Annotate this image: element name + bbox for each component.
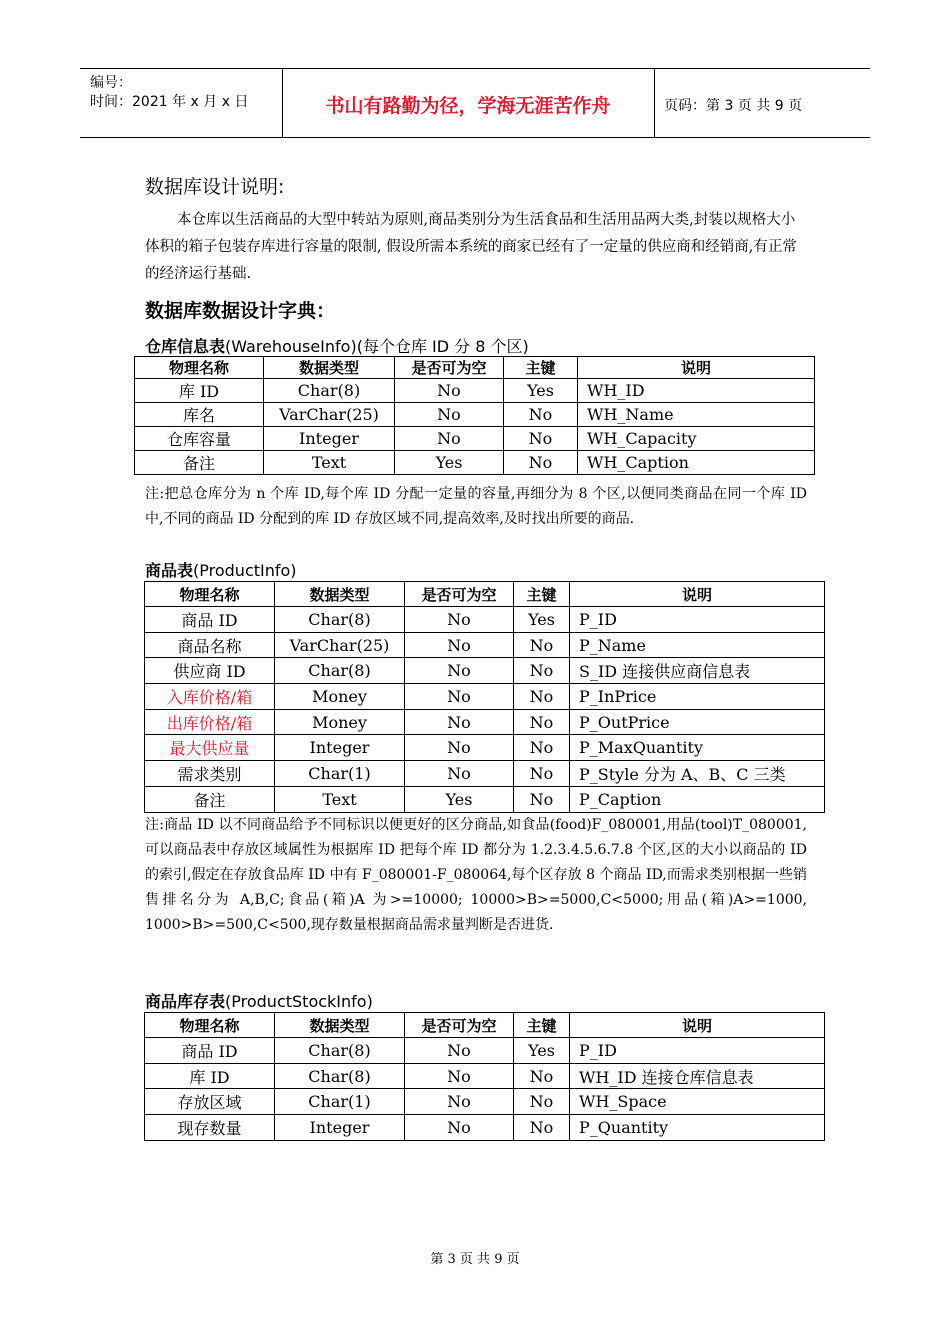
- table-row: [145, 1038, 825, 1064]
- table-cell: S_ID 连接供应商信息表: [570, 658, 825, 684]
- column-header: 主键: [514, 1013, 570, 1038]
- column-header: 是否可为空: [395, 357, 504, 379]
- warehouse-table-caption: [145, 334, 529, 357]
- table-cell: VarChar(25): [275, 632, 405, 658]
- table-cell: 需求类别: [145, 761, 275, 787]
- table-cell: P_Name: [570, 632, 825, 658]
- table-cell: No: [514, 786, 570, 812]
- table-cell: Char(8): [264, 379, 395, 403]
- table-body: [135, 379, 815, 475]
- stock-table-caption: [145, 989, 373, 1012]
- header-row: [135, 357, 815, 379]
- table-row: [145, 632, 825, 658]
- table-cell: P_ID: [570, 1038, 825, 1064]
- column-header: 数据类型: [275, 1013, 405, 1038]
- table-body: [145, 607, 825, 813]
- table-header: [135, 357, 815, 379]
- stock-caption-name: 商品库存表: [145, 992, 226, 1011]
- column-header: 是否可为空: [405, 1013, 514, 1038]
- table-cell: 出库价格/箱: [145, 709, 275, 735]
- document-title: 数据库设计说明:: [145, 176, 285, 198]
- table-cell: Text: [275, 786, 405, 812]
- table-cell: 商品 ID: [145, 1038, 275, 1064]
- table-cell: Yes: [405, 786, 514, 812]
- header-meta-cell: [80, 69, 283, 137]
- column-header: 说明: [578, 357, 815, 379]
- table-cell: No: [514, 658, 570, 684]
- header-date: 时间：2021 年 x 月 x 日: [90, 94, 249, 110]
- table-cell: No: [504, 451, 578, 475]
- table-cell: WH_Name: [578, 403, 815, 427]
- table-cell: No: [514, 735, 570, 761]
- column-header: 是否可为空: [405, 582, 514, 607]
- table-cell: Integer: [275, 735, 405, 761]
- table-cell: No: [504, 403, 578, 427]
- table-row: [135, 427, 815, 451]
- table-row: [145, 786, 825, 812]
- column-header: 数据类型: [264, 357, 395, 379]
- table-cell: No: [395, 427, 504, 451]
- table-cell: Char(8): [275, 1063, 405, 1089]
- column-header: 主键: [514, 582, 570, 607]
- table-cell: Char(1): [275, 1089, 405, 1115]
- table-cell: P_Style 分为 A、B、C 三类: [570, 761, 825, 787]
- table-row: [135, 379, 815, 403]
- table-cell: Money: [275, 684, 405, 710]
- table-cell: No: [405, 761, 514, 787]
- table-cell: Money: [275, 709, 405, 735]
- column-header: 数据类型: [275, 582, 405, 607]
- table-cell: 库 ID: [145, 1063, 275, 1089]
- table-cell: No: [405, 1063, 514, 1089]
- table-cell: 仓库容量: [135, 427, 264, 451]
- table-row: [145, 1115, 825, 1141]
- table-cell: No: [405, 684, 514, 710]
- header-page-cell: [654, 69, 870, 137]
- table-cell: No: [405, 709, 514, 735]
- table-cell: No: [395, 403, 504, 427]
- table-row: [145, 684, 825, 710]
- product-note: 注:商品 ID 以不同商品给予不同标识以便更好的区分商品,如食品(food)F_080001,用品(tool)T_080001,可以商品表中存放区域属性为根据库 ID 把每个库 ID 都分为 1.2.3.4.5.6.7.8 个区,区的大小以商品的 ID 的索引,假定在存放食品库 ID 中有 F_080001-F_080064,每个区存放 8 个商品 ID,而需求类别根据一些销售排名分为 A,B,C;食品(箱)A 为>=10000; 10000>B>=5000,C<5000;用品(箱)A>=1000, 1000>B>=500,C<500,现存数量根据商品需求量判断是否进货.: [145, 817, 807, 933]
- table-cell: No: [514, 1063, 570, 1089]
- table-cell: P_Caption: [570, 786, 825, 812]
- product-caption-detail: (ProductInfo): [193, 561, 297, 580]
- table-cell: Text: [264, 451, 395, 475]
- table-cell: 存放区域: [145, 1089, 275, 1115]
- warehouse-info-table: [134, 356, 815, 475]
- table-cell: 现存数量: [145, 1115, 275, 1141]
- table-cell: Yes: [504, 379, 578, 403]
- page-footer: 第 3 页 共 9 页: [430, 1252, 520, 1267]
- column-header: 物理名称: [145, 1013, 275, 1038]
- header-row: [145, 1013, 825, 1038]
- table-cell: P_ID: [570, 607, 825, 633]
- table-cell: No: [504, 427, 578, 451]
- table-cell: No: [405, 1115, 514, 1141]
- column-header: 主键: [504, 357, 578, 379]
- table-cell: WH_ID 连接仓库信息表: [570, 1063, 825, 1089]
- table-cell: 库名: [135, 403, 264, 427]
- table-cell: Yes: [395, 451, 504, 475]
- warehouse-note: 注:把总仓库分为 n 个库 ID,每个库 ID 分配一定量的容量,再细分为 8 个区,以便同类商品在同一个库 ID 中,不同的商品 ID 分配到的库 ID 存放区域不同,提高效率,及时找出所要的商品.: [145, 486, 807, 527]
- table-cell: No: [405, 607, 514, 633]
- stock-caption-detail: (ProductStockInfo): [225, 992, 373, 1011]
- table-cell: 备注: [135, 451, 264, 475]
- table-row: [145, 709, 825, 735]
- table-cell: 最大供应量: [145, 735, 275, 761]
- table-cell: WH_ID: [578, 379, 815, 403]
- product-stock-table: [144, 1012, 825, 1141]
- table-cell: Integer: [264, 427, 395, 451]
- product-table-caption: [145, 558, 297, 581]
- table-cell: VarChar(25): [264, 403, 395, 427]
- table-cell: P_OutPrice: [570, 709, 825, 735]
- warehouse-caption-name: 仓库信息表: [145, 337, 226, 356]
- table-cell: Yes: [514, 1038, 570, 1064]
- column-header: 物理名称: [145, 582, 275, 607]
- table-cell: No: [514, 632, 570, 658]
- table-row: [145, 1089, 825, 1115]
- table-body: [145, 1038, 825, 1141]
- data-dictionary-title: 数据库数据设计字典：: [145, 300, 336, 322]
- table-cell: Integer: [275, 1115, 405, 1141]
- table-cell: No: [514, 1089, 570, 1115]
- table-cell: Char(8): [275, 658, 405, 684]
- table-row: [145, 658, 825, 684]
- table-row: [145, 735, 825, 761]
- column-header: 说明: [570, 582, 825, 607]
- table-cell: No: [405, 735, 514, 761]
- table-cell: WH_Caption: [578, 451, 815, 475]
- intro-paragraph: 本仓库以生活商品的大型中转站为原则,商品类别分为生活食品和生活用品两大类,封装以规格大小体积的箱子包装存库进行容量的限制, 假设所需本系统的商家已经有了一定量的供应商和经销商,有正常的经济运行基础.: [145, 212, 797, 282]
- product-info-table: [144, 581, 825, 813]
- table-row: [135, 403, 815, 427]
- table-header: [145, 582, 825, 607]
- table-cell: No: [405, 1089, 514, 1115]
- table-cell: No: [405, 1038, 514, 1064]
- table-cell: P_InPrice: [570, 684, 825, 710]
- table-cell: No: [405, 658, 514, 684]
- product-caption-name: 商品表: [145, 561, 194, 580]
- warehouse-caption-detail: (WarehouseInfo)(每个仓库 ID 分 8 个区): [225, 337, 529, 356]
- table-cell: No: [514, 1115, 570, 1141]
- table-cell: P_MaxQuantity: [570, 735, 825, 761]
- table-cell: Char(1): [275, 761, 405, 787]
- table-cell: 商品名称: [145, 632, 275, 658]
- header-page-number: 页码：第 3 页 共 9 页: [664, 98, 803, 114]
- table-cell: 备注: [145, 786, 275, 812]
- table-cell: No: [514, 684, 570, 710]
- table-cell: 库 ID: [135, 379, 264, 403]
- table-cell: Yes: [514, 607, 570, 633]
- column-header: 物理名称: [135, 357, 264, 379]
- header-motto: 书山有路勤为径，学海无涯苦作舟: [325, 95, 611, 117]
- table-row: [145, 607, 825, 633]
- table-row: [145, 1063, 825, 1089]
- table-row: [145, 761, 825, 787]
- table-cell: 商品 ID: [145, 607, 275, 633]
- header-row: [145, 582, 825, 607]
- table-header: [145, 1013, 825, 1038]
- column-header: 说明: [570, 1013, 825, 1038]
- table-cell: Char(8): [275, 607, 405, 633]
- header-number-label: 编号：: [90, 75, 132, 91]
- table-cell: 供应商 ID: [145, 658, 275, 684]
- table-cell: 入库价格/箱: [145, 684, 275, 710]
- table-cell: No: [405, 632, 514, 658]
- table-cell: No: [395, 379, 504, 403]
- table-cell: No: [514, 761, 570, 787]
- header-motto-cell: [282, 69, 655, 137]
- table-cell: P_Quantity: [570, 1115, 825, 1141]
- table-row: [135, 451, 815, 475]
- table-cell: No: [514, 709, 570, 735]
- page-header: [80, 68, 870, 138]
- table-cell: WH_Capacity: [578, 427, 815, 451]
- table-cell: Char(8): [275, 1038, 405, 1064]
- table-cell: WH_Space: [570, 1089, 825, 1115]
